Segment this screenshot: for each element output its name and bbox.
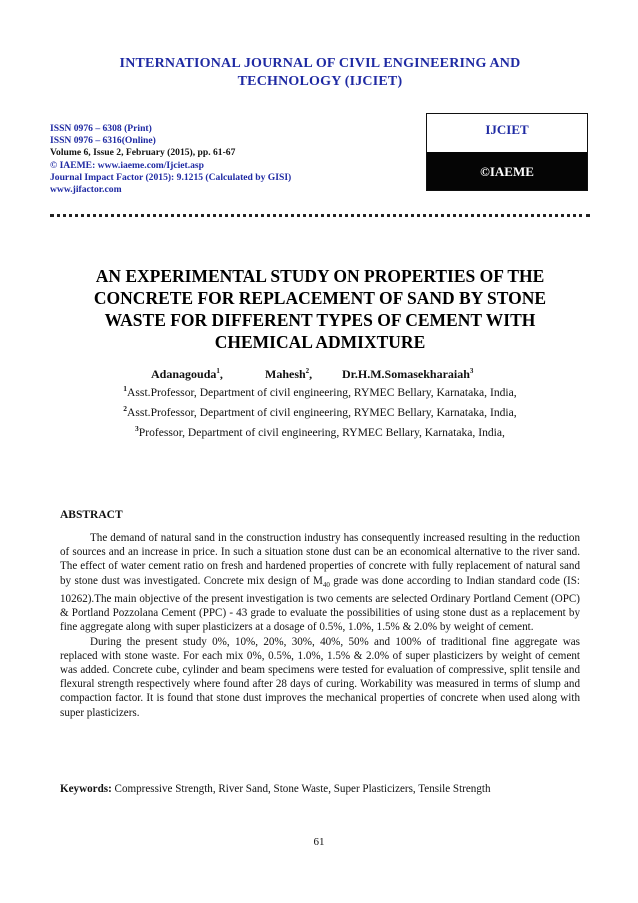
affiliation-1-text: Asst.Professor, Department of civil engineering, RYMEC Bellary, Karnataka, India, (127, 385, 517, 399)
page-number: 61 (313, 836, 325, 848)
affiliation-3-sup: 3 (135, 423, 139, 433)
keywords-text: Compressive Strength, River Sand, Stone Waste, Super Plasticizers, Tensile Strength (111, 783, 491, 795)
affiliation-3 (70, 421, 570, 441)
affiliation-1-sup: 1 (123, 384, 128, 393)
abstract-p1-part-b: grade was done according to Indian standard code (IS: 10262).The main objective of the present investigation is two cements are selected Ordinary Portland Cement (OPC) & Portland Pozzolana Cement (PPC) - 43 grade to evaluate the possibilities of using stone dust as a replacement by fine aggregate along with super plasticizers at a dosage of 0.5%, 1.0%, 1.5% & 2.0% by weight of cement. (60, 574, 580, 634)
affiliation-2-text: Asst.Professor, Department of civil engineering, RYMEC Bellary, Karnataka, India, (127, 405, 517, 419)
journal-logo (426, 113, 588, 191)
author-1-sup: 1 (216, 367, 220, 375)
copyright-line: © IAEME: www.iaeme.com/Ijciet.asp (50, 159, 204, 171)
author-2-sup: 2 (305, 367, 310, 375)
author-2 (265, 364, 312, 381)
impact-factor: Journal Impact Factor (2015): 9.1215 (Calculated by GISI) (50, 171, 292, 183)
issn-online: ISSN 0976 – 6316(Online) (50, 135, 156, 147)
affiliation-2-sup: 2 (123, 403, 128, 413)
affiliation-1 (70, 381, 570, 401)
paper-title-line3: WASTE FOR DIFFERENT TYPES OF CEMENT WITH (104, 310, 536, 330)
journal-title (60, 55, 580, 91)
volume-info: Volume 6, Issue 2, February (2015), pp. 61-67 (50, 147, 236, 159)
journal-title-line2: TECHNOLOGY (IJCIET) (237, 74, 403, 89)
issn-block (50, 123, 430, 196)
abstract-paragraph-2: During the present study 0%, 10%, 20%, 30%, 40%, 50% and 100% of traditional fine aggregate was replaced with stone waste. For each mix 0%, 0.5%, 1.0%, 1.5% & 2.0% of super plasticizers by weight of cement was added. Concrete cube, cylinder and beam specimens were tested for evaluation of compressive, split tensile and flexural strength respectively where found after 28 days of curing. Workability was measured in terms of slump and compaction factor. It is found that stone dust improves the mechanical properties of concrete when used along with super plasticizers. (60, 635, 580, 719)
abstract-paragraph-1 (60, 531, 580, 635)
affiliation-list (70, 381, 570, 441)
issn-print: ISSN 0976 – 6308 (Print) (50, 123, 152, 134)
abstract-p1-part-a: The demand of natural sand in the construction industry has consequently increased resulting in the reduction of sources and an increase in price. In such a situation stone dust can be an economical alternative to the river sand. The effect of water cement ratio on fresh and hardened properties of concrete with fully replacement of natural sand by stone dust was investigated. Concrete mix design of M (60, 532, 580, 587)
author-1-name: Adanagouda (151, 367, 217, 381)
journal-title-line1: INTERNATIONAL JOURNAL OF CIVIL ENGINEERING AND (119, 56, 521, 71)
paper-title-line1: AN EXPERIMENTAL STUDY ON PROPERTIES OF THE (95, 266, 545, 286)
affiliation-3-text: Professor, Department of civil engineering, RYMEC Bellary, Karnataka, India, (138, 425, 505, 439)
keywords-label: Keywords: (60, 783, 112, 795)
paper-title-line2: CONCRETE FOR REPLACEMENT OF SAND BY STONE (93, 288, 547, 308)
abstract-body (60, 531, 580, 720)
paper-title (55, 265, 585, 353)
keywords-line (60, 783, 580, 795)
logo-ijciet: IJCIET (427, 114, 587, 152)
author-1 (151, 364, 223, 381)
author-3-name: Dr.H.M.Somasekharaiah (342, 367, 470, 381)
author-2-sep: , (309, 367, 313, 381)
logo-iaeme: ©IAEME (427, 152, 587, 190)
author-1-sep: , (219, 367, 223, 381)
author-3-sup: 3 (469, 367, 474, 375)
author-2-name: Mahesh (265, 367, 306, 381)
paper-title-line4: CHEMICAL ADMIXTURE (214, 332, 426, 352)
abstract-p1-subscript: 40 (322, 580, 330, 589)
impact-website: www.jifactor.com (50, 184, 122, 196)
author-3 (342, 364, 473, 381)
affiliation-2 (70, 401, 570, 421)
header-divider (50, 214, 590, 217)
abstract-heading: ABSTRACT (60, 509, 123, 521)
